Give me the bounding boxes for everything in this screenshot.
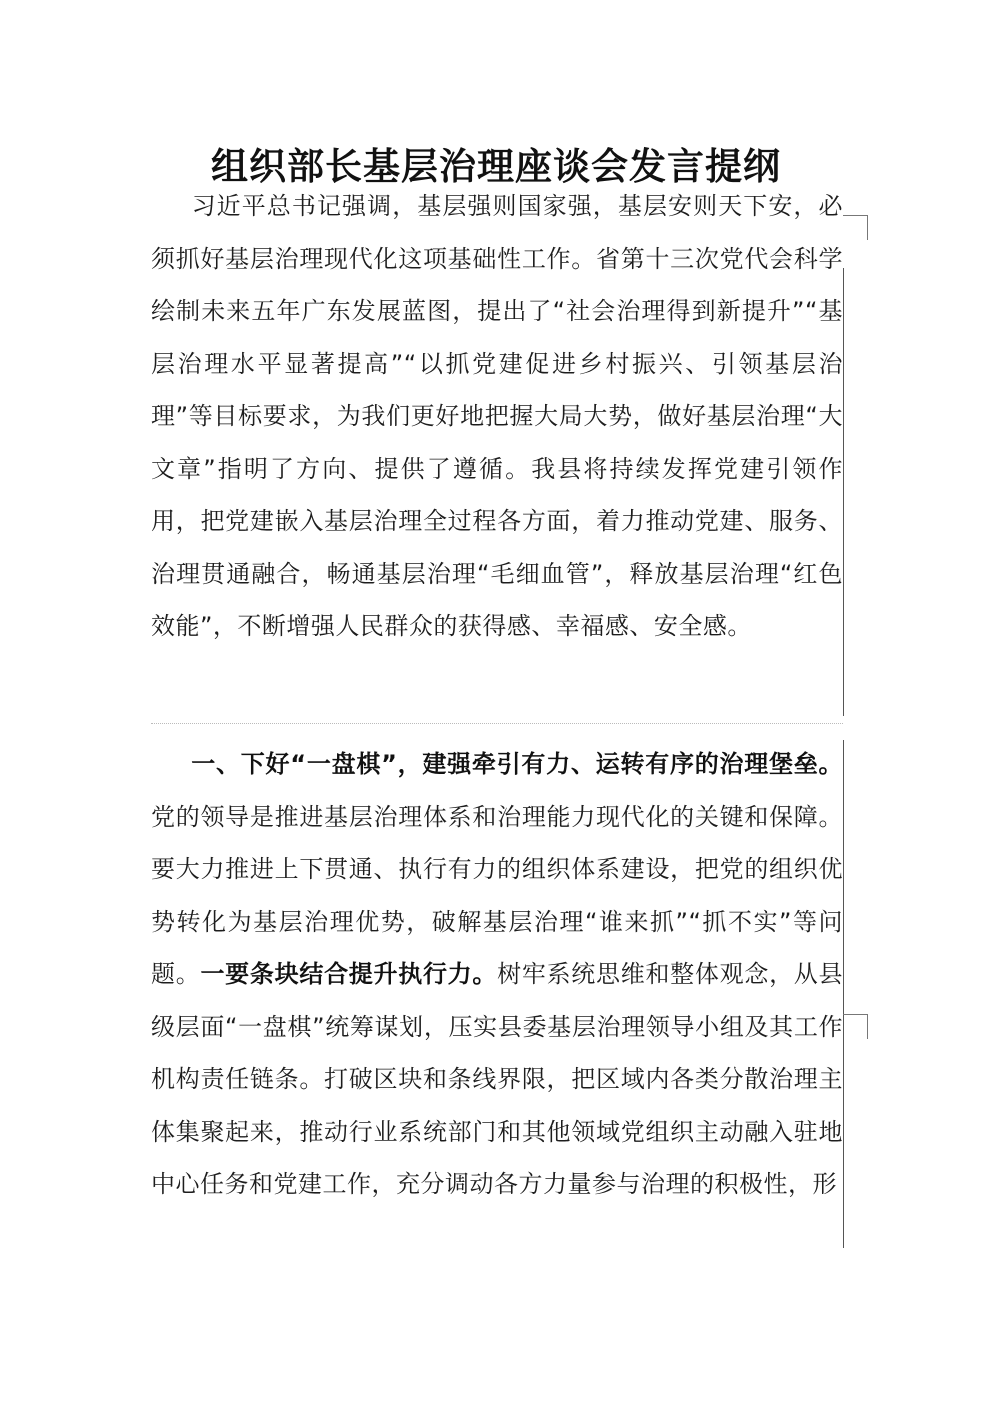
section1-paragraph [151, 738, 843, 1211]
section1-heading: 一、下好“一盘棋”，建强牵引有力、运转有序的治理堡垒。 [191, 750, 843, 778]
section1-body-a: 党的领导是推进基层治理体系和治理能力现代化的关键和保障。要大力推进上下贯通、执行有力的组织体系建设，把党的组织优势转化为基层治理优势，破解基层治理“谁来抓”“抓不实”等问题。 [151, 802, 843, 988]
intro-text: 习近平总书记强调，基层强则国家强，基层安则天下安，必须抓好基层治理现代化这项基础性工作。省第十三次党代会科学绘制未来五年广东发展蓝图，提出了“社会治理得到新提升”“基层治理水平显著提高”“以抓党建促进乡村振兴、引领基层治理”等目标要求，为我们更好地把握大局大势，做好基层治理“大文章”指明了方向、提供了遵循。我县将持续发挥党建引领作用，把党建嵌入基层治理全过程各方面，着力推动党建、服务、治理贯通融合，畅通基层治理“毛细血管”，释放基层治理“红色效能”，不断增强人民群众的获得感、幸福感、安全感。 [151, 192, 843, 640]
right-margin-rule [843, 268, 844, 716]
section1-body-b: 树牢系统思维和整体观念，从县级层面“一盘棋”统筹谋划，压实县委基层治理领导小组及其工作机构责任链条。打破区块和条线界限，把区域内各类分散治理主体集聚起来，推动行业系统部门和其他领域党组织主动融入驻地中心任务和党建工作，充分调动各方力量参与治理的积极性，形 [151, 960, 844, 1198]
margin-corner-mark [843, 215, 868, 240]
right-margin-rule [843, 740, 844, 1248]
section1-subheading: 一要条块结合提升执行力。 [200, 960, 498, 988]
document-title: 组织部长基层治理座谈会发言提纲 [211, 145, 781, 188]
section-divider [151, 723, 843, 724]
intro-paragraph [151, 180, 843, 653]
margin-corner-mark [843, 1014, 868, 1039]
